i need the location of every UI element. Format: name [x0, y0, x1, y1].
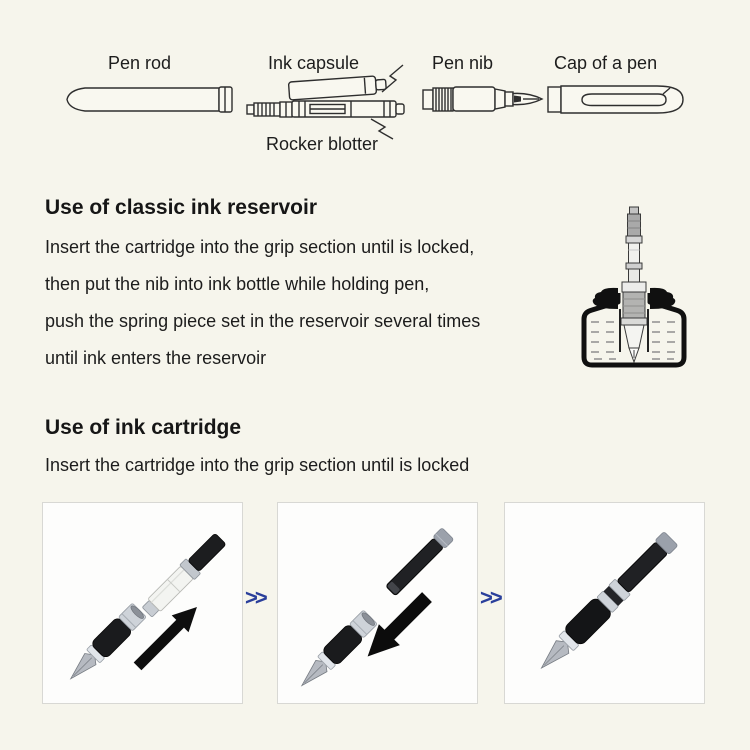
step-separator-1: >> [245, 585, 265, 610]
step2-photo [277, 502, 478, 704]
part-label-pen-rod: Pen rod [108, 53, 172, 73]
reservoir-line-1: Insert the cartridge into the grip section until is locked, [45, 237, 475, 257]
part-label-rocker-blotter: Rocker blotter [266, 134, 379, 154]
part-label-pen-nib: Pen nib [432, 53, 494, 73]
pen-rod-drawing [67, 87, 232, 112]
cartridge-line-1: Insert the cartridge into the grip section until is locked [45, 455, 470, 475]
arrow-down-left-icon [368, 592, 432, 656]
step2-grip-section [294, 609, 378, 693]
converter-drawing [247, 101, 404, 117]
step2-art [278, 503, 477, 703]
reservoir-line-3: push the spring piece set in the reservoir several times [45, 311, 481, 331]
step1-photo [42, 502, 243, 704]
step1-grip-section [63, 602, 147, 686]
reservoir-heading: Use of classic ink reservoir [45, 196, 317, 219]
step2-cartridge [385, 528, 454, 597]
ink-capsule-drawing [288, 75, 386, 100]
bottle-cap-right [650, 288, 675, 309]
cartridge-heading: Use of ink cartridge [45, 416, 242, 439]
step1-art [43, 503, 242, 703]
step3-art [505, 503, 704, 703]
part-label-cap: Cap of a pen [554, 53, 658, 73]
pen-cap-drawing [548, 86, 683, 113]
step3-photo [504, 502, 705, 704]
pen-in-bottle [621, 207, 647, 362]
bottle-cap-left [593, 288, 618, 309]
nib-section-drawing [423, 87, 542, 111]
step-separator-2: >> [480, 585, 500, 610]
step3-assembled-pen [533, 530, 680, 677]
reservoir-line-4: until ink enters the reservoir [45, 348, 267, 368]
reservoir-line-2: then put the nib into ink bottle while holding pen, [45, 274, 430, 294]
step1-converter [140, 531, 228, 619]
ink-bottle-illustration [575, 196, 699, 376]
part-label-ink-capsule: Ink capsule [268, 53, 360, 73]
